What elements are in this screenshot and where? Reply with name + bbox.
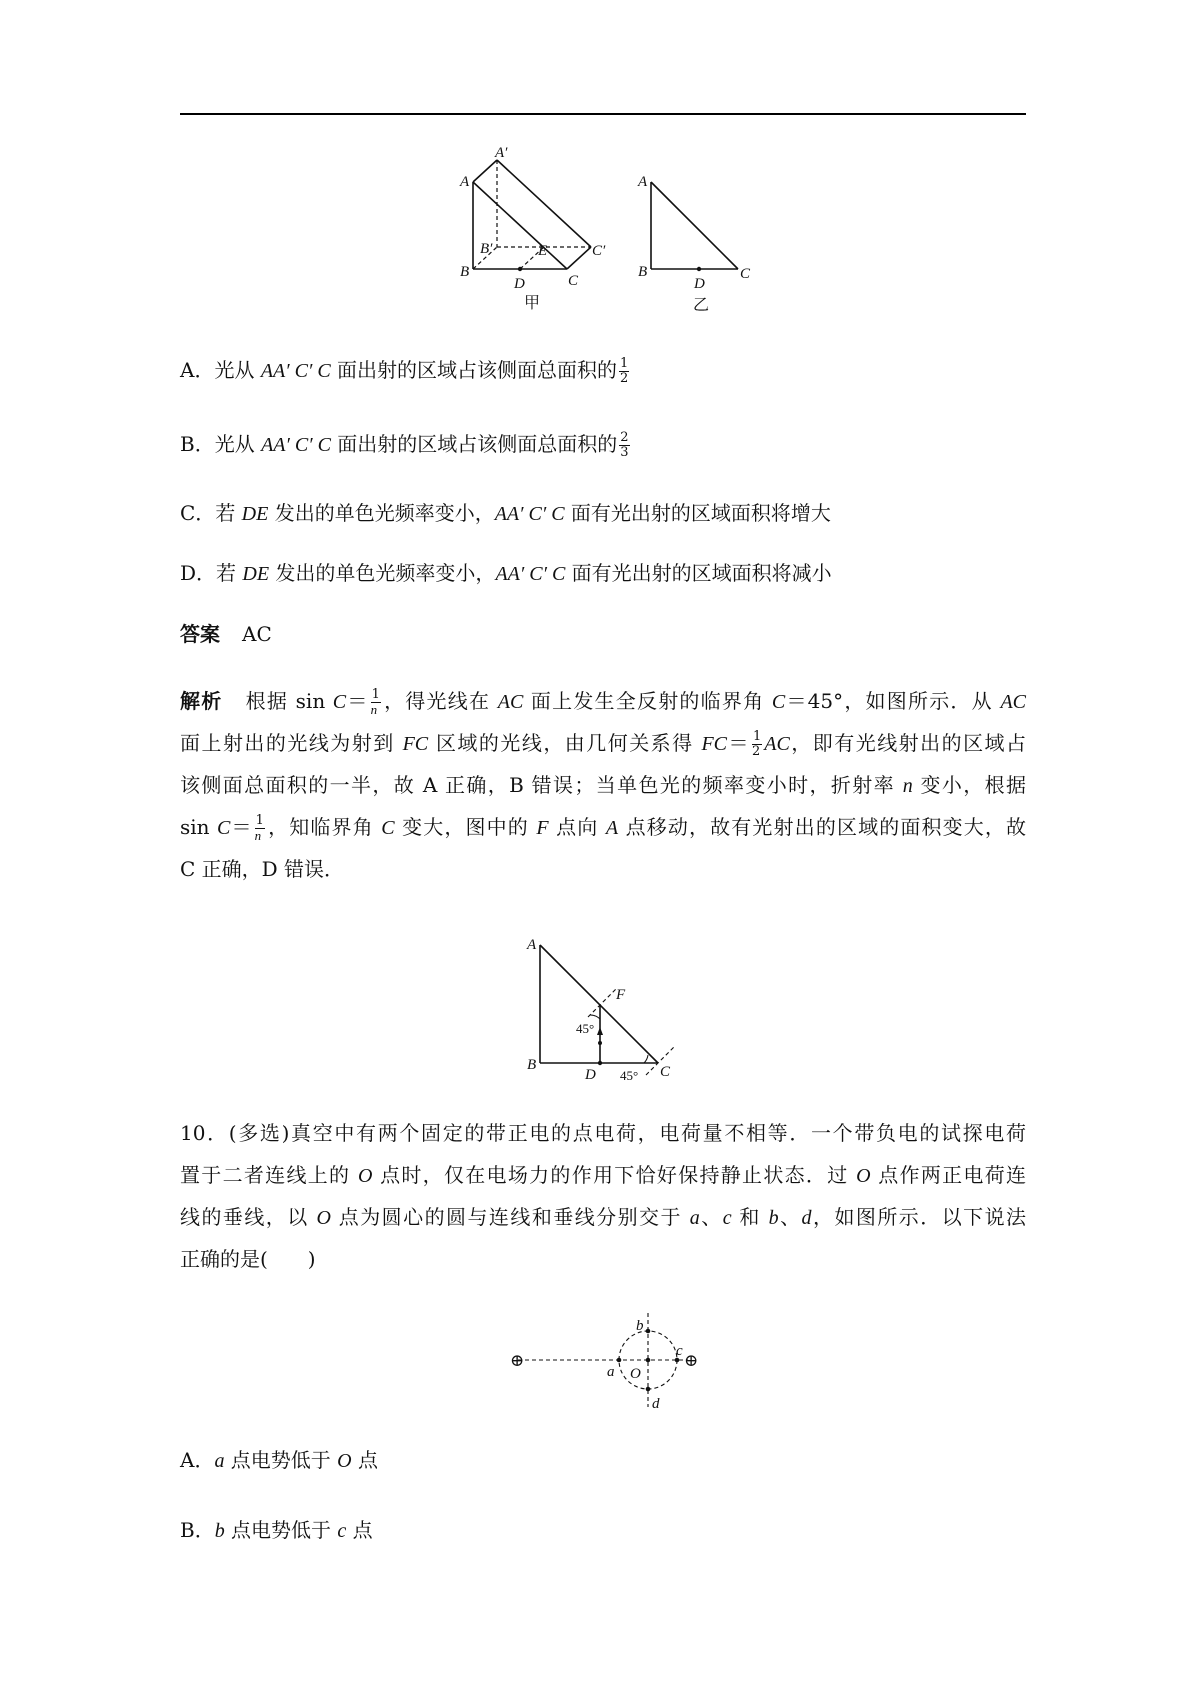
label-b: b xyxy=(636,1318,644,1334)
answer-value: AC xyxy=(242,622,272,646)
figure-charges xyxy=(500,1305,710,1419)
point-b xyxy=(646,1329,651,1334)
face-name: AA′ C′ C xyxy=(260,360,331,382)
face-name: AA′ C′ C xyxy=(495,563,566,585)
option-letter: C． xyxy=(180,501,216,525)
figure-charges-svg xyxy=(500,1305,710,1415)
yi-label-d: D xyxy=(694,276,705,292)
option-letter: B． xyxy=(180,432,215,456)
figure-critical-angle-svg xyxy=(520,935,690,1090)
yi-label-b: B xyxy=(638,264,648,280)
option-letter: A． xyxy=(180,358,215,382)
option-d xyxy=(180,553,832,593)
q10-line-4: 正确的是( ) xyxy=(180,1247,316,1271)
yi-label-a: A xyxy=(638,174,648,190)
label-a: A xyxy=(527,937,537,953)
point-d xyxy=(598,1061,602,1065)
label-o: O xyxy=(630,1366,641,1382)
label-d: D xyxy=(585,1067,596,1083)
jia-point-d xyxy=(518,267,522,271)
option-a xyxy=(180,350,631,390)
jia-label-cp: C′ xyxy=(592,243,606,259)
triangle-abc xyxy=(540,945,658,1063)
point-mid xyxy=(598,1041,602,1045)
jia-caption: 甲 xyxy=(524,295,541,312)
q10-line-1: 10．(多选)真空中有两个固定的带正电的点电荷，电荷量不相等．一个带负电的试探电荷 xyxy=(180,1121,1026,1145)
var-de: DE xyxy=(242,563,270,585)
q10-line-3: 线的垂线，以 O 点为圆心的圆与连线和垂线分别交于 a、c 和 b、d，如图所示．以下说法 xyxy=(180,1205,1027,1229)
fraction: $\frac{1}{n}$ xyxy=(370,686,380,717)
option-text: 光从 xyxy=(214,358,261,382)
analysis-line-5: C 正确，D 错误． xyxy=(180,857,345,881)
angle-arc-bottom xyxy=(644,1055,648,1063)
analysis-line-2: 面上射出的光线为射到 FC 区域的光线，由几何关系得 FC＝ $\frac{1}{2}$ AC，即有光线射出的区域占 xyxy=(180,729,1027,759)
option-letter: D． xyxy=(180,561,217,585)
answer-label: 答案 xyxy=(180,622,220,646)
point-a xyxy=(617,1358,622,1363)
header-rule xyxy=(180,113,1026,115)
jia-label-e: E xyxy=(538,243,548,259)
figure-critical-angle xyxy=(520,935,690,1094)
fraction: $\frac{1}{2}$ xyxy=(620,356,629,386)
label-f: F xyxy=(616,987,626,1003)
fraction: $\frac{1}{n}$ xyxy=(254,812,264,843)
charge-right-icon: ⊕ xyxy=(684,1351,699,1370)
face-name: AA′ C′ C xyxy=(494,503,565,525)
analysis-line-3: 该侧面总面积的一半，故 A 正确，B 错误；当单色光的频率变小时，折射率 n 变小，根据 xyxy=(180,773,1026,797)
figure-prism-svg xyxy=(440,140,780,320)
yi-point-d xyxy=(697,267,701,271)
option-b xyxy=(180,424,632,464)
fraction: $\frac{2}{3}$ xyxy=(620,430,629,460)
label-c: c xyxy=(676,1343,683,1359)
analysis-line-1: 解析 根据 sin C＝ $\frac{1}{n}$ ，得光线在 AC 面上发生全反射的临界角 C＝45°，如图所示．从 AC xyxy=(180,686,1026,717)
q10-option-a: A．a 点电势低于 O 点 xyxy=(180,1448,378,1472)
option-letter: A． xyxy=(180,1448,215,1472)
question-10 xyxy=(180,1112,1026,1280)
option-text: 若 xyxy=(215,501,242,525)
answer-line xyxy=(180,614,272,654)
label-b: B xyxy=(527,1057,537,1073)
angle-arc-top xyxy=(590,1015,600,1019)
q10-option-b: B．b 点电势低于 c 点 xyxy=(180,1518,373,1542)
point-d xyxy=(646,1387,651,1392)
yi-diagram xyxy=(651,182,738,269)
option-c xyxy=(180,493,831,533)
label-c: C xyxy=(660,1064,671,1080)
label-a: a xyxy=(607,1364,615,1380)
jia-label-ap: A′ xyxy=(495,145,508,161)
option-text: 面有光出射的区域面积将减小 xyxy=(565,561,832,585)
jia-label-c: C xyxy=(568,273,579,289)
analysis-label: 解析 xyxy=(180,689,223,713)
option-text: 面有光出射的区域面积将增大 xyxy=(564,501,831,525)
angle-label-2: 45° xyxy=(620,1068,639,1083)
jia-label-d: D xyxy=(514,276,525,292)
yi-label-c: C xyxy=(740,266,751,282)
jia-label-b: B xyxy=(460,264,470,280)
var-de: DE xyxy=(241,503,269,525)
yi-caption: 乙 xyxy=(693,297,710,314)
q10-line-2: 置于二者连线上的 O 点时，仅在电场力的作用下恰好保持静止状态．过 O 点作两正电荷连 xyxy=(180,1163,1027,1187)
option-text: 若 xyxy=(216,561,243,585)
jia-label-a: A xyxy=(460,174,470,190)
option-text: 光从 xyxy=(214,432,262,456)
point-o xyxy=(646,1358,651,1363)
angle-label-1: 45° xyxy=(576,1021,595,1036)
figure-prism xyxy=(440,140,780,324)
label-d: d xyxy=(652,1396,660,1412)
face-name: AA′ C′ C xyxy=(261,434,331,456)
fraction: $\frac{1}{2}$ xyxy=(751,729,762,759)
option-text: 发出的单色光频率变小， xyxy=(269,561,496,585)
analysis-block xyxy=(180,680,1026,890)
analysis-line-4: sin C＝ $\frac{1}{n}$ ，知临界角 C 变大，图中的 F 点向 A 点移动，故有光射出的区域的面积变大，故 xyxy=(180,812,1027,843)
option-text: 发出的单色光频率变小， xyxy=(268,501,495,525)
charge-left-icon: ⊕ xyxy=(510,1351,525,1370)
jia-label-bp: B′ xyxy=(480,241,493,257)
option-letter: B． xyxy=(180,1518,215,1542)
option-text: 面出射的区域占该侧面总面积的 xyxy=(330,432,618,456)
option-text: 面出射的区域占该侧面总面积的 xyxy=(330,358,618,382)
ray-arrow xyxy=(597,1027,603,1035)
